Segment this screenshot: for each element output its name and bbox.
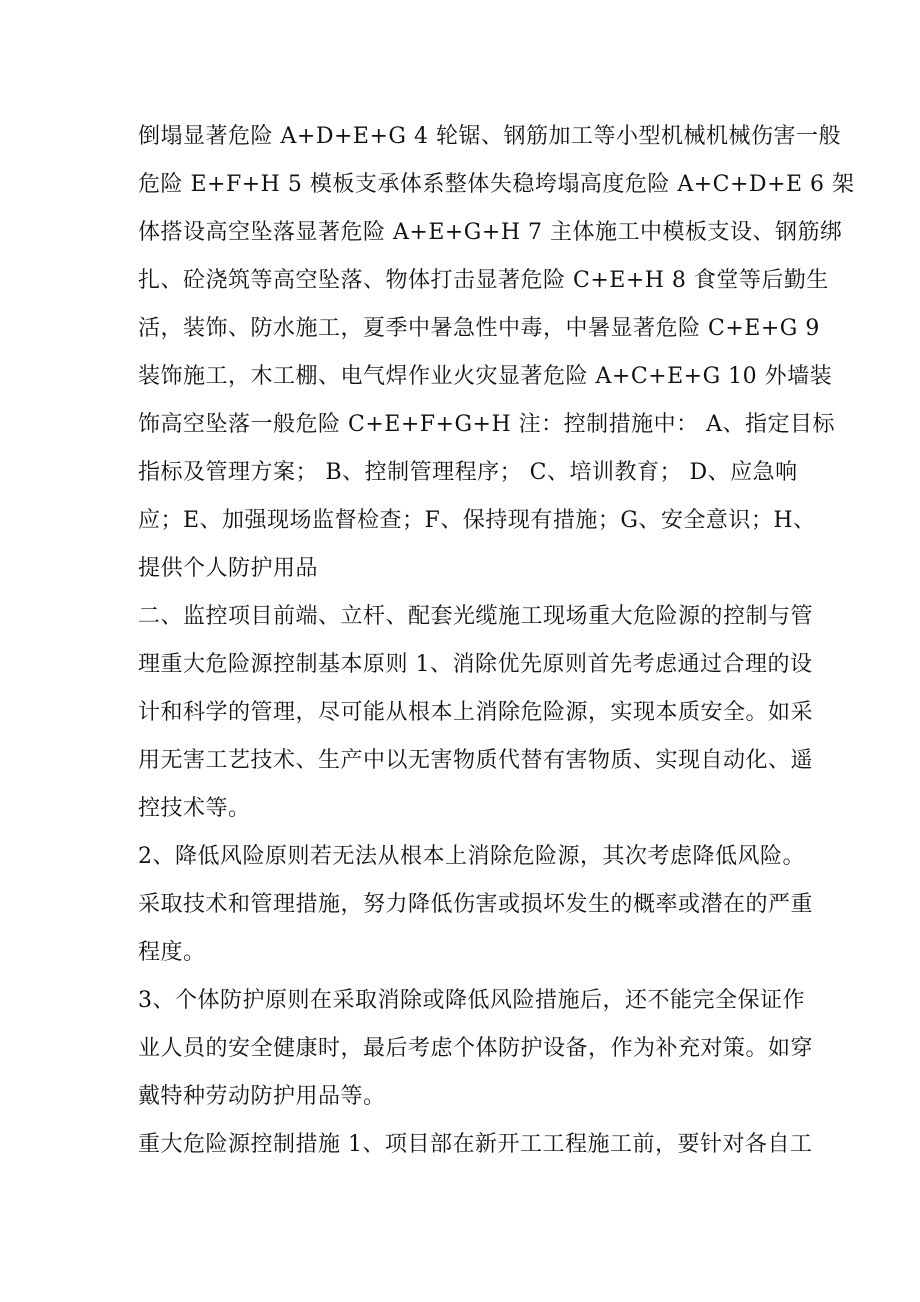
text-line: 用无害工艺技术、生产中以无害物质代替有害物质、实现自动化、遥 xyxy=(138,748,814,773)
text-line: 理重大危险源控制基本原则 1、消除优先原则首先考虑通过合理的设 xyxy=(138,652,813,677)
text-line: 指标及管理方案； B、控制管理程序； C、培训教育； D、应急响 xyxy=(138,460,798,485)
text-line: 二、监控项目前端、立杆、配套光缆施工现场重大危险源的控制与管 xyxy=(138,604,814,629)
text-line: 2、降低风险原则若无法从根本上消除危险源，其次考虑降低风险。 xyxy=(138,844,805,869)
text-line: 活，装饰、防水施工，夏季中暑急性中毒，中暑显著危险 C+E+G 9 xyxy=(138,316,820,341)
text-line: 扎、砼浇筑等高空坠落、物体打击显著危险 C+E+H 8 食堂等后勤生 xyxy=(138,268,829,293)
text-line: 计和科学的管理，尽可能从根本上消除危险源，实现本质安全。如采 xyxy=(138,700,814,725)
text-line: 采取技术和管理措施，努力降低伤害或损坏发生的概率或潜在的严重 xyxy=(138,892,814,917)
text-line: 重大危险源控制措施 1、项目部在新开工工程施工前，要针对各自工 xyxy=(138,1132,813,1157)
text-line: 饰高空坠落一般危险 C+E+F+G+H 注：控制措施中： A、指定目标 xyxy=(138,412,836,437)
text-line: 业人员的安全健康时，最后考虑个体防护设备，作为补充对策。如穿 xyxy=(138,1036,814,1061)
text-line: 体搭设高空坠落显著危险 A+E+G+H 7 主体施工中模板支设、钢筋绑 xyxy=(138,220,843,245)
text-line: 3、个体防护原则在采取消除或降低风险措施后，还不能完全保证作 xyxy=(138,988,805,1013)
text-line: 提供个人防护用品 xyxy=(138,556,319,581)
text-line: 装饰施工，木工棚、电气焊作业火灾显著危险 A+C+E+G 10 外墙装 xyxy=(138,364,833,389)
text-line: 控技术等。 xyxy=(138,796,251,821)
text-line: 戴特种劳动防护用品等。 xyxy=(138,1084,386,1109)
text-line: 应；E、加强现场监督检查；F、保持现有措施；G、安全意识；H、 xyxy=(138,508,816,533)
text-line: 倒塌显著危险 A+D+E+G 4 轮锯、钢筋加工等小型机械机械伤害一般 xyxy=(138,124,841,149)
text-line: 危险 E+F+H 5 模板支承体系整体失稳垮塌高度危险 A+C+D+E 6 架 xyxy=(138,172,855,197)
text-line: 程度。 xyxy=(138,940,206,965)
